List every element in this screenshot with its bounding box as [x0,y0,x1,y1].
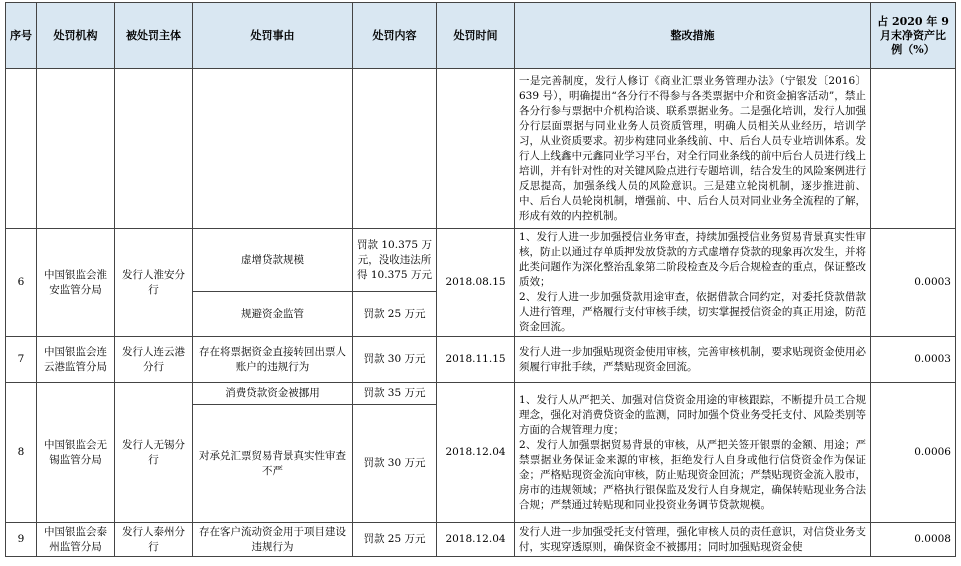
cell-empty [871,69,956,229]
cell-time: 2018.08.15 [437,229,515,337]
cell-content: 罚款 25 万元 [353,523,437,557]
cell-measures: 一是完善制度，发行人修订《商业汇票业务管理办法》（宁银发〔2016〕639 号），明确提出“各分行不得参与各类票据中介和资金掮客活动”，禁止各分行参与票据中介机构洽谈、联系票据业务。二是强化培训，发行人加强分行层面票据与同业业务人员资质管理，明确人员相关从业经历，培训学习，从业资质要求。初步构建同业条线前、中、后台人员专业培训体系。发行人上线鑫中元鑫同业学习平台，对全行同业条线的前中后台人员进行线上培训，并有针对性的对关键风险点进行专题培训，结合发生的风险案例进行反思提高，加强条线人员的风险意识。三是建立轮岗机制，逐步推进前、中、后台人员轮岗机制，增强前、中、后台人员对同业业务全流程的了解，形成有效的内控机制。 [515,69,871,229]
cell-measures: 1、发行人从严把关、加强对信贷资金用途的审核跟踪，不断提升员工合规理念，强化对消费贷资金的监测，同时加强个贷业务受托支付、风险类别等方面的合规管理力度； 2、发行人加强票据贸易背景的审核，从严把关签开银票的金额、用途；严禁票据业务保证金来源的审核，拒绝发行人自身或他行信贷资金作为保证金；严格贴现资金流向审核，防止贴现资金回流；严禁贴现资金流入股市，房市的违规领域；严格执行银保监及发行人自身规定，确保转贴现业务合法合规；严禁通过转贴现和同业投资业务调节贷款规模。 [515,383,871,523]
header-row [6,3,956,69]
cell-empty [115,69,193,229]
cell-measures: 发行人进一步加强受托支付管理，强化审核人员的责任意识，对信贷业务支付，实现穿透原则，确保资金不被挪用；同时加强贴现资金使 [515,523,871,557]
cell-reason: 规避资金监管 [193,292,353,337]
cell-entity: 发行人无锡分行 [115,383,193,523]
cell-ratio: 0.0006 [871,383,956,523]
header-reason: 处罚事由 [193,3,353,69]
header-content: 处罚内容 [353,3,437,69]
cell-org: 中国银监会淮安监管分局 [37,229,115,337]
header-entity: 被处罚主体 [115,3,193,69]
cell-content: 罚款 35 万元 [353,383,437,405]
table-row-8a [6,383,956,405]
table-row-continued [6,69,956,229]
cell-seq: 7 [6,337,37,383]
cell-empty [193,69,353,229]
cell-seq: 8 [6,383,37,523]
cell-content: 罚款 10.375 万元，没收违法所得 10.375 万元 [353,229,437,292]
cell-empty [37,69,115,229]
cell-content: 罚款 25 万元 [353,292,437,337]
cell-seq: 9 [6,523,37,557]
header-time: 处罚时间 [437,3,515,69]
cell-empty [6,69,37,229]
header-measures: 整改措施 [515,3,871,69]
cell-ratio: 0.0003 [871,229,956,337]
cell-measures: 发行人进一步加强贴现资金使用审核，完善审核机制，要求贴现资金使用必须履行审批手续，严禁贴现资金回流。 [515,337,871,383]
cell-reason: 存在客户流动资金用于项目建设违规行为 [193,523,353,557]
cell-ratio: 0.0003 [871,337,956,383]
cell-empty [437,69,515,229]
cell-entity: 发行人泰州分行 [115,523,193,557]
table-row-9 [6,523,956,557]
header-org: 处罚机构 [37,3,115,69]
cell-measures: 1、发行人进一步加强授信业务审查，持续加强授信业务贸易背景真实性审核，防止以通过存单质押发放贷款的方式虚增存贷款的现象再次发生，并将此类问题作为深化整治乱象第二阶段检查及今后合规检查的重点，保证整改质效； 2、发行人进一步加强贷款用途审查，依据借款合同约定，对委托贷款借款人进行管理，严格履行支付审核手续，切实掌握授信资金的真正用途，防范资金回流。 [515,229,871,337]
cell-entity: 发行人淮安分行 [115,229,193,337]
cell-org: 中国银监会无锡监管分局 [37,383,115,523]
penalty-table [5,2,956,557]
cell-empty [353,69,437,229]
cell-content: 罚款 30 万元 [353,405,437,523]
table-row-7 [6,337,956,383]
cell-content: 罚款 30 万元 [353,337,437,383]
cell-reason: 虚增贷款规模 [193,229,353,292]
cell-org: 中国银监会泰州监管分局 [37,523,115,557]
table-row-6a [6,229,956,292]
cell-org: 中国银监会连云港监管分局 [37,337,115,383]
cell-reason: 对承兑汇票贸易背景真实性审查不严 [193,405,353,523]
header-ratio: 占 2020 年 9 月末净资产比例（%） [871,3,956,69]
cell-time: 2018.12.04 [437,383,515,523]
cell-reason: 存在将票据资金直接转回出票人账户的违规行为 [193,337,353,383]
cell-entity: 发行人连云港分行 [115,337,193,383]
cell-ratio: 0.0008 [871,523,956,557]
cell-time: 2018.12.04 [437,523,515,557]
cell-time: 2018.11.15 [437,337,515,383]
header-seq: 序号 [6,3,37,69]
cell-reason: 消费贷款资金被挪用 [193,383,353,405]
cell-seq: 6 [6,229,37,337]
